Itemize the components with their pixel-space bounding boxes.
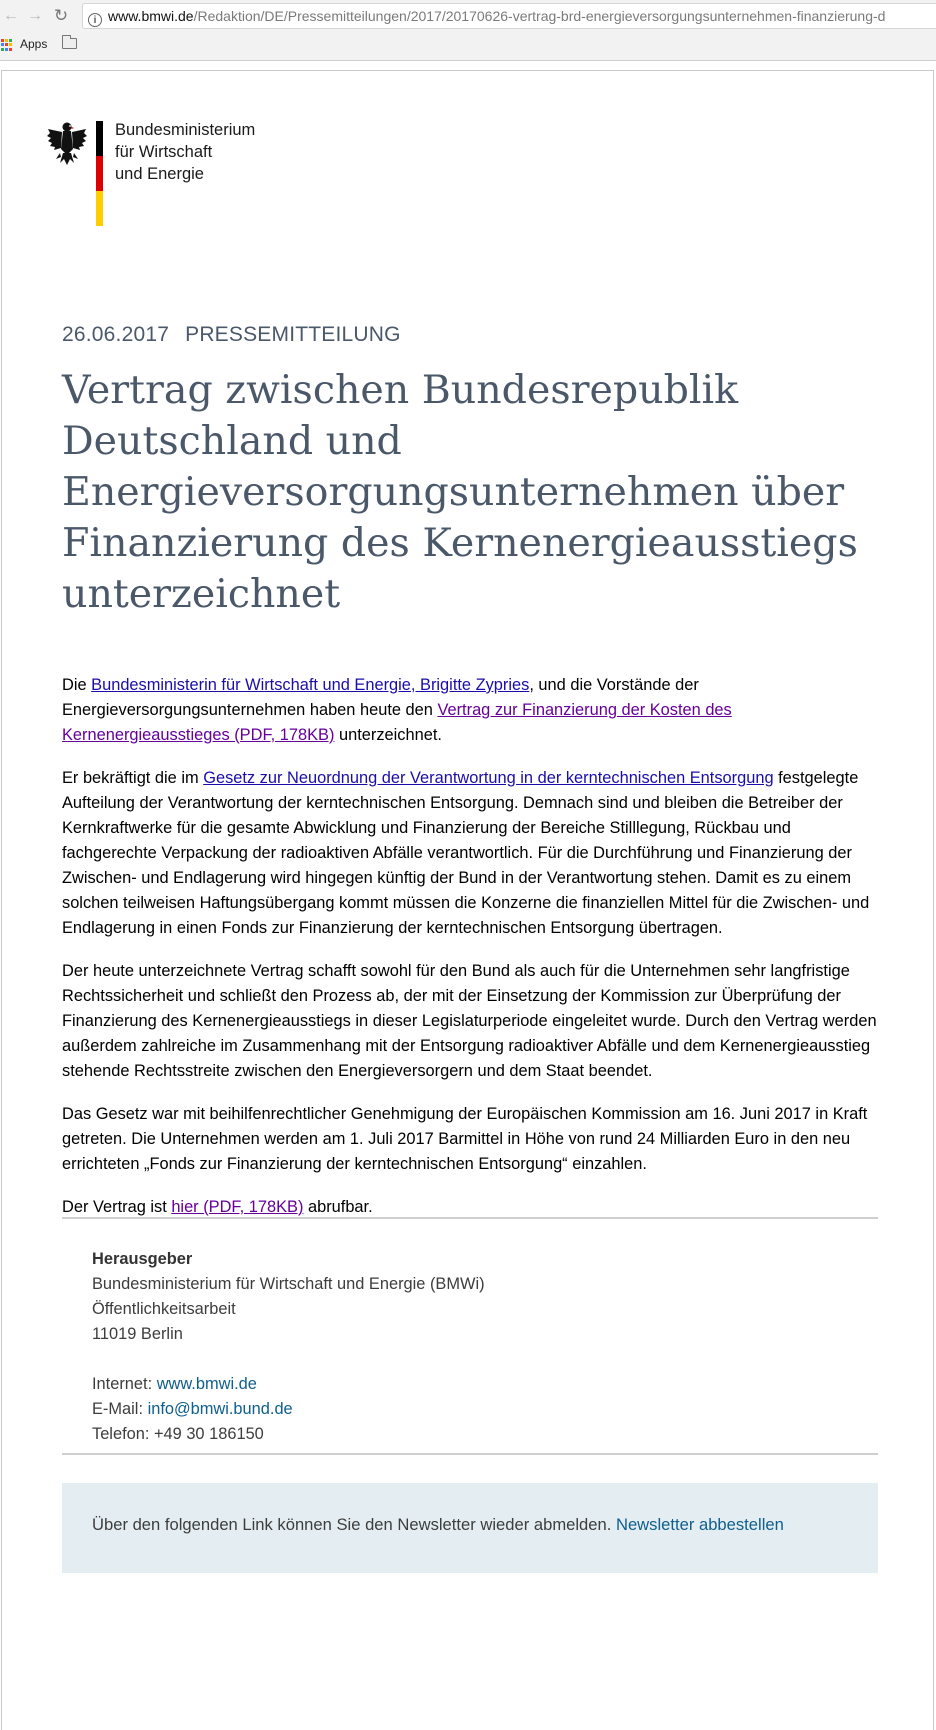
- url-path: /Redaktion/DE/Pressemitteilungen/2017/20170626-vertrag-brd-energieversorgungsunternehmen-finanzierung-d: [193, 8, 886, 24]
- german-flag-bar: [96, 121, 103, 226]
- paragraph-1: Die Bundesministerin für Wirtschaft und Energie, Brigitte Zypries, und die Vorstände der Energieversorgungsunternehmen haben heute den Vertrag zur Finanzierung der Kosten des Kernenergieausstieges (PDF, 178KB) unterzeichnet.: [62, 676, 732, 744]
- unsubscribe-link[interactable]: Newsletter abbestellen: [615, 1515, 784, 1534]
- ministry-line-1: Bundesministerium: [115, 121, 256, 139]
- imprint-email: E-Mail: info@bmwi.bund.de: [92, 1400, 293, 1418]
- imprint-line-1: Bundesministerium für Wirtschaft und Energie (BMWi): [92, 1275, 485, 1293]
- page-title: Vertrag zwischen Bundesrepublik Deutschland und Energieversorgungsunternehmen über Finanzierung des Kernenergieausstiegs unterzeichnet: [62, 367, 858, 617]
- ministry-name: [115, 119, 255, 185]
- imprint-heading: Herausgeber: [92, 1250, 193, 1268]
- ministry-line-3: und Energie: [115, 165, 204, 183]
- ministry-logo[interactable]: [46, 119, 276, 229]
- address-bar[interactable]: [82, 3, 936, 29]
- article-meta: [62, 323, 401, 347]
- divider-top: [62, 1217, 878, 1219]
- contract-pdf-link[interactable]: Vertrag zur Finanzierung der Kosten des Kernenergieausstieges (PDF, 178KB): [62, 701, 732, 744]
- federal-eagle-icon: [46, 119, 88, 167]
- article-date: 26.06.2017: [62, 323, 170, 346]
- divider-bottom: [62, 1453, 878, 1455]
- info-icon[interactable]: i: [88, 13, 102, 27]
- contract-here-link[interactable]: hier (PDF, 178KB): [171, 1198, 304, 1216]
- law-link[interactable]: Gesetz zur Neuordnung der Verantwortung in der kerntechnischen Entsorgung: [203, 769, 774, 787]
- paragraph-5: Der Vertrag ist hier (PDF, 178KB) abrufbar.: [62, 1198, 373, 1216]
- imprint-phone: Telefon: +49 30 186150: [92, 1425, 264, 1443]
- imprint-line-3: 11019 Berlin: [92, 1325, 183, 1343]
- back-arrow-icon[interactable]: ←: [3, 7, 19, 24]
- paragraph-3: Der heute unterzeichnete Vertrag schafft sowohl für den Bund als auch für die Unternehmen sehr langfristige Rechtssicherheit und schließt den Prozess ab, der mit der Einsetzung der Kommission zur Überprüfung der Finanzierung des Kernenergieausstiegs in dieser Legislaturperiode eingeleitet wurde. Durch den Vertrag werden außerdem zahlreiche im Zusammenhang mit der Entsorgung radioaktiver Abfälle und dem Kernenergieausstieg stehende Rechtsstreite zwischen den Energieversorgern und dem Staat beendet.: [62, 962, 877, 1080]
- email-link[interactable]: info@bmwi.bund.de: [147, 1400, 293, 1418]
- imprint: [92, 1247, 485, 1447]
- ministry-line-2: für Wirtschaft: [115, 143, 213, 161]
- article-body: [62, 673, 882, 1238]
- paragraph-4: Das Gesetz war mit beihilfenrechtlicher Genehmigung der Europäischen Kommission am 16. Juni 2017 in Kraft getreten. Die Unternehmen werden am 1. Juli 2017 Barmittel in Höhe von rund 24 Milliarden Euro in den neu errichteten „Fonds zur Finanzierung der kerntechnischen Entsorgung“ einzahlen.: [62, 1105, 868, 1173]
- imprint-line-2: Öffentlichkeitsarbeit: [92, 1300, 236, 1318]
- url-host: www.bmwi.de: [108, 8, 194, 24]
- reload-icon[interactable]: ↻: [53, 6, 69, 25]
- newsletter-box: [62, 1483, 878, 1573]
- newsletter-text: Über den folgenden Link können Sie den Newsletter wieder abmelden. Newsletter abbestellen: [92, 1515, 784, 1534]
- article-type: PRESSEMITTEILUNG: [185, 323, 401, 346]
- minister-link[interactable]: Bundesministerin für Wirtschaft und Energie, Brigitte Zypries: [91, 676, 530, 694]
- folder-icon[interactable]: [62, 38, 77, 49]
- newsletter-page: [1, 70, 934, 1730]
- paragraph-2: Er bekräftigt die im Gesetz zur Neuordnung der Verantwortung in der kerntechnischen Entsorgung festgelegte Aufteilung der Verantwortung der kerntechnischen Entsorgung. Demnach sind und bleiben die Betreiber der Kernkraftwerke für die gesamte Abwicklung und Finanzierung der Bereiche Stilllegung, Rückbau und fachgerechte Verpackung der radioaktiven Abfälle verantwortlich. Für die Durchführung und Finanzierung der Zwischen- und Endlagerung wird hingegen künftig der Bund in der Verantwortung stehen. Damit es zu einem solchen teilweisen Haftungsübergang kommt müssen die Konzerne die finanziellen Mittel für die Zwischen- und Endlagerung in einen Fonds zur Finanzierung der kerntechnischen Entsorgung übertragen.: [62, 769, 870, 937]
- browser-chrome: [0, 0, 936, 61]
- website-link[interactable]: www.bmwi.de: [156, 1375, 257, 1393]
- apps-grid-icon[interactable]: [1, 39, 13, 51]
- apps-bookmark[interactable]: Apps: [20, 37, 48, 51]
- forward-arrow-icon[interactable]: →: [27, 7, 43, 24]
- imprint-internet: Internet: www.bmwi.de: [92, 1375, 257, 1393]
